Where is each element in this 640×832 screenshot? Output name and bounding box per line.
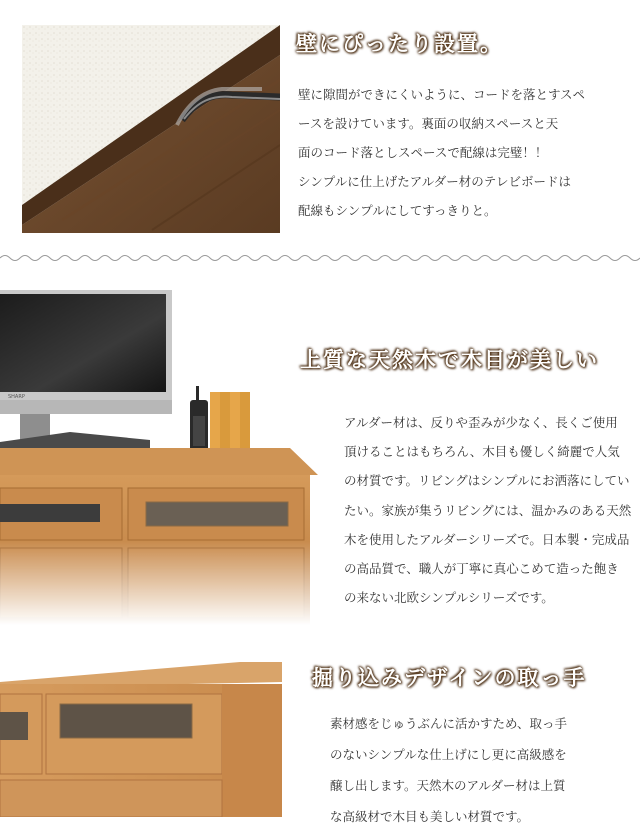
wall-cord-photo [22,25,280,233]
section2-line: アルダー材は、反りや歪みが少なく、長くご使用 [344,415,618,430]
section2-line: 頂けることはもちろん、木目も優しく綺麗で人気 [344,444,620,460]
section3-line: 素材感をじゅうぶんに活かすため、取っ手 [330,716,568,731]
section-natural-wood [0,270,640,650]
tv-board-photo [0,290,318,625]
wavy-divider [0,253,640,263]
section1-line: ースを設けています。裏面の収納スペースと天 [298,116,559,131]
section1-text [298,80,585,225]
section2-line: の来ない北欧シンプルシリーズです。 [344,590,554,606]
section2-text [344,408,631,612]
section2-line: たい。家族が集うリビングには、温かみのある天然 [344,502,632,518]
section1-line: 面のコード落としスペースで配線は完璧！！ [298,145,548,160]
section3-text [330,708,567,832]
section3-line: 醸し出します。天然木のアルダー材は上質 [330,778,566,793]
section2-line: の高品質で、職人が丁寧に真心こめて造った飽き [344,561,619,577]
section2-line: の材質です。リビングはシンプルにお洒落にしてい [344,473,630,489]
drawer-handle-photo [0,662,282,817]
section1-line: 配線もシンプルにしてすっきりと。 [298,203,497,218]
section1-line: シンプルに仕上げたアルダー材のテレビボードは [298,174,571,189]
section2-heading: 上質な天然木で木目が美しい [300,347,599,372]
section-recessed-handle [0,650,640,824]
section1-heading: 壁にぴったり設置。 [296,31,503,56]
section-wall-fit [0,0,640,250]
section3-heading: 掘り込みデザインの取っ手 [312,665,587,690]
section3-line: な高級材で木目も美しい材質です。 [330,809,530,824]
section1-line: 壁に隙間ができにくいように、コードを落とすスペ [298,87,586,102]
section2-line: 木を使用したアルダーシリーズで。日本製・完成品 [344,531,630,547]
section3-line: のないシンプルな仕上げにし更に高級感を [330,747,567,762]
